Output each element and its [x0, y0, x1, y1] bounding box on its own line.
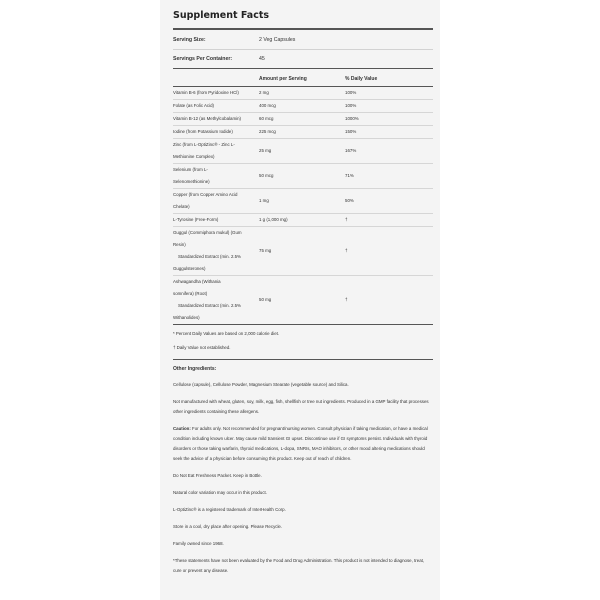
storage-text: Store in a cool, dry place after opening. Please Recycle. — [173, 524, 283, 529]
fda-disclaimer-text: *These statements have not been evaluated by the Food and Drug Administration. This product is not intended to diagnose, treat, cure or prevent any disease. — [173, 558, 425, 573]
nutrient-name — [173, 100, 259, 112]
nutrient-name-line: Selenium (from L- — [173, 167, 208, 172]
nutrient-dv: 150% — [345, 129, 357, 134]
dv-header: % Daily Value — [345, 76, 378, 82]
nutrient-row — [173, 214, 433, 227]
nutrient-amount: 1 g (1,000 mg) — [259, 217, 288, 222]
nutrient-amount: 225 mcg — [259, 129, 276, 134]
nutrient-name — [173, 113, 259, 125]
nutrient-row — [173, 276, 433, 325]
nutrient-name — [173, 189, 259, 213]
nutrient-amount: 60 mcg — [259, 116, 274, 121]
freshness-packet-text: Do Not Eat Freshness Packet. Keep in Bottle. — [173, 473, 262, 478]
nutrient-row — [173, 100, 433, 113]
nutrient-name-line: Standardized Extract (min. 2.5% — [178, 303, 241, 308]
nutrient-amount: 50 mg — [259, 297, 272, 302]
footnote-dv: * Percent Daily Values are based on 2,000 calorie diet. — [173, 331, 280, 336]
nutrient-row — [173, 227, 433, 276]
nutrient-name-line: Methionine Complex) — [173, 154, 215, 159]
serving-size-label: Serving Size: — [173, 37, 206, 43]
servings-per-container-value: 45 — [259, 56, 265, 62]
nutrient-dv: 1000% — [345, 116, 359, 121]
nutrient-name-line: Vitamin B-12 (as Methylcobalamin) — [173, 116, 242, 121]
nutrient-amount: 1 mg — [259, 198, 269, 203]
nutrient-dv: † — [345, 217, 348, 222]
nutrient-name-line: Guggul (Commiphora mukul) (Gum — [173, 230, 242, 235]
nutrient-dv: † — [345, 248, 348, 253]
footnote-dagger: † Daily Value not established. — [173, 345, 231, 350]
ingredients-text: Cellulose (capsule), Cellulose Powder, Magnesium Stearate (vegetable source) and Silica. — [173, 382, 349, 387]
nutrient-dv: † — [345, 297, 348, 302]
panel-title: Supplement Facts — [173, 10, 433, 30]
nutrient-name-line: L-Tyrosine (Free-Form) — [173, 217, 219, 222]
nutrient-amount: 400 mcg — [259, 103, 276, 108]
nutrient-name — [173, 164, 259, 188]
amount-header: Amount per Serving — [259, 76, 307, 82]
supplement-facts-panel — [160, 0, 440, 600]
nutrient-name-line: Iodine (from Potassium Iodide) — [173, 129, 233, 134]
nutrient-row — [173, 164, 433, 189]
other-ingredients-section — [173, 360, 433, 576]
nutrient-name-line: somnifera) (Root) — [173, 291, 208, 296]
nutrient-row — [173, 139, 433, 164]
nutrient-name — [173, 126, 259, 138]
nutrient-name-line: Vitamin B-6 (from Pyridoxine HCl) — [173, 90, 239, 95]
nutrient-dv: 100% — [345, 90, 357, 95]
nutrient-name — [173, 139, 259, 163]
nutrient-table — [173, 87, 433, 325]
caution-paragraph — [173, 424, 433, 464]
nutrient-amount: 75 mg — [259, 248, 272, 253]
nutrient-amount: 2 mg — [259, 90, 269, 95]
nutrient-row — [173, 126, 433, 139]
nutrient-name-line: Copper (from Copper Amino Acid — [173, 192, 238, 197]
serving-size-value: 2 Veg Capsules — [259, 37, 296, 43]
allergen-text: Not manufactured with wheat, gluten, soy, milk, egg, fish, shellfish or tree nut ingredients. Produced in a GMP facility that processes other ingredients containing these allergens. — [173, 399, 429, 414]
nutrient-name — [173, 276, 259, 324]
nutrient-name-line: Selenomethionine) — [173, 179, 210, 184]
servings-per-container-row — [173, 50, 433, 69]
nutrient-name — [173, 214, 259, 226]
nutrient-row — [173, 189, 433, 214]
nutrient-dv: 167% — [345, 148, 357, 153]
nutrient-name — [173, 87, 259, 99]
footnotes — [173, 325, 433, 351]
trademark-text: L-OptiZinc® is a registered trademark of InterHealth Corp. — [173, 507, 286, 512]
nutrient-amount: 50 mcg — [259, 173, 274, 178]
nutrient-dv: 100% — [345, 103, 357, 108]
nutrient-name-line: Resin) — [173, 242, 186, 247]
nutrient-name-line: Withanolides) — [173, 315, 200, 320]
nutrient-name — [173, 227, 259, 275]
nutrient-dv: 71% — [345, 173, 354, 178]
nutrient-amount: 25 mg — [259, 148, 272, 153]
caution-text: For adults only. Not recommended for pregnant/nursing women. Consult physician if taking medication, or have a medical condition including known ulcer. May cause mild transient GI upset. Discontinue use if GI symptoms persist. Individuals with thyroid disorders or those taking warfarin, thyroid medications, L-dopa, SNRIs, MAO inhibitors, or other mood altering medications should seek the advice of a physician before consuming this product. Keep out of reach of children. — [173, 426, 428, 461]
serving-size-row — [173, 30, 433, 50]
nutrient-name-line: Folate (as Folic Acid) — [173, 103, 214, 108]
nutrient-name-line: Chelate) — [173, 204, 190, 209]
servings-per-container-label: Servings Per Container: — [173, 56, 233, 62]
other-ingredients-heading: Other Ingredients: — [173, 366, 217, 372]
nutrient-name-line: Ashwagandha (Withania — [173, 279, 221, 284]
nutrient-row — [173, 113, 433, 126]
nutrient-row — [173, 87, 433, 100]
caution-label: Caution: — [173, 426, 191, 431]
nutrient-name-line: Zinc (from L-OptiZinc® - Zinc L- — [173, 142, 235, 147]
family-owned-text: Family owned since 1968. — [173, 541, 224, 546]
nutrient-dv: 50% — [345, 198, 354, 203]
color-variation-text: Natural color variation may occur in this product. — [173, 490, 267, 495]
table-header — [173, 69, 433, 87]
nutrient-name-line: Guggulsterones) — [173, 266, 206, 271]
nutrient-name-line: Standardized Extract (min. 2.5% — [178, 254, 241, 259]
